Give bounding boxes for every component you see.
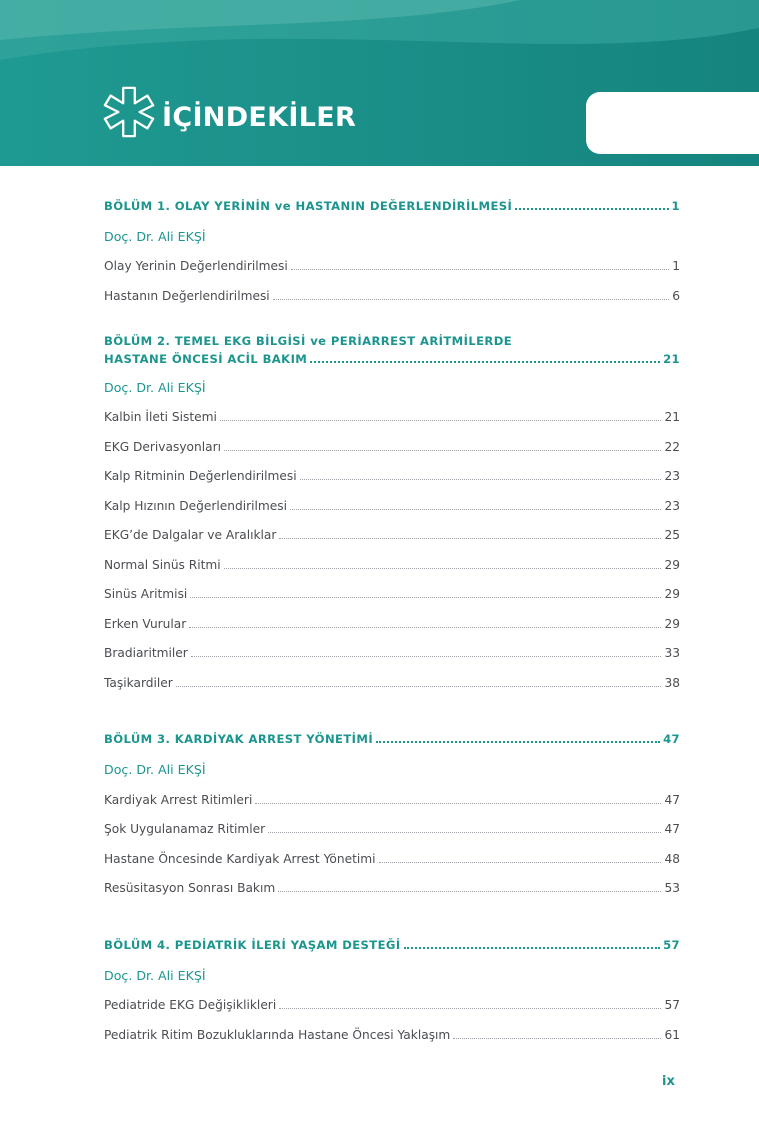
dot-leader	[515, 208, 668, 210]
chapter-heading[interactable]	[104, 186, 680, 216]
chapter-4	[104, 925, 680, 1045]
entry-page: 33	[664, 646, 680, 660]
toc-entry[interactable]	[104, 810, 680, 840]
entry-page: 57	[664, 998, 680, 1012]
dot-leader	[376, 741, 660, 743]
chapter-page: 21	[663, 351, 680, 366]
dot-leader	[290, 509, 661, 510]
chapter-1	[104, 186, 680, 306]
entry-label: EKG’de Dalgalar ve Aralıklar	[104, 528, 277, 542]
chapter-title: BÖLÜM 1. OLAY YERİNİN ve HASTANIN DEĞERLENDİRİLMESİ	[104, 198, 513, 213]
entry-label: Olay Yerinin Değerlendirilmesi	[104, 259, 288, 273]
entry-label: Pediatrik Ritim Bozukluklarında Hastane Öncesi Yaklaşım	[104, 1027, 451, 1042]
table-of-contents	[104, 186, 680, 1072]
chapter-title: BÖLÜM 4. PEDİATRİK İLERİ YAŞAM DESTEĞİ	[104, 937, 401, 952]
entry-page: 25	[664, 528, 680, 542]
dot-leader	[273, 299, 670, 300]
entry-page: 6	[672, 288, 680, 303]
entry-label: Bradiaritmiler	[104, 646, 188, 660]
toc-entry[interactable]	[104, 634, 680, 664]
toc-entry[interactable]	[104, 869, 680, 899]
page-number: ix	[662, 1074, 675, 1089]
dot-leader	[255, 803, 661, 804]
dot-leader	[453, 1038, 661, 1039]
toc-entry[interactable]	[104, 575, 680, 605]
dot-leader	[190, 597, 661, 598]
dot-leader	[279, 1008, 661, 1009]
entry-page: 38	[664, 675, 680, 690]
toc-entry[interactable]	[104, 1015, 680, 1045]
chapter-title-line1: BÖLÜM 2. TEMEL EKG BİLGİSİ ve PERİARREST ARİTMİLERDE	[104, 333, 513, 348]
entry-page: 1	[672, 259, 680, 273]
entry-label: Hastane Öncesinde Kardiyak Arrest Yönetimi	[104, 851, 376, 866]
toc-entry[interactable]	[104, 604, 680, 634]
dot-leader	[379, 862, 662, 863]
dot-leader	[189, 627, 661, 628]
chapter-page: 57	[663, 937, 680, 952]
entry-page: 47	[664, 792, 680, 807]
toc-entry[interactable]	[104, 986, 680, 1016]
entry-page: 29	[664, 557, 680, 572]
dot-leader	[310, 361, 660, 363]
entry-label: EKG Derivasyonları	[104, 439, 221, 454]
entry-page: 47	[664, 822, 680, 836]
chapter-author: Doç. Dr. Ali EKŞİ	[104, 228, 206, 244]
toc-entry[interactable]	[104, 427, 680, 457]
chapter-page: 47	[663, 732, 680, 746]
dot-leader	[224, 450, 662, 451]
entry-page: 23	[664, 498, 680, 513]
toc-entry[interactable]	[104, 486, 680, 516]
header-banner	[0, 0, 759, 166]
dot-leader	[291, 269, 670, 270]
entry-label: Resüsitasyon Sonrası Bakım	[104, 881, 276, 895]
entry-page: 21	[664, 410, 680, 424]
chapter-2	[104, 333, 680, 693]
toc-entry[interactable]	[104, 457, 680, 487]
page-title: İÇİNDEKİLER	[162, 101, 357, 133]
entry-page: 29	[664, 616, 680, 631]
chapter-3	[104, 720, 680, 899]
dot-leader	[220, 420, 662, 421]
toc-entry[interactable]	[104, 545, 680, 575]
chapter-heading[interactable]	[104, 925, 680, 955]
dot-leader	[278, 891, 661, 892]
asterisk-outline-icon	[100, 84, 158, 140]
entry-label: Kardiyak Arrest Ritimleri	[104, 792, 253, 807]
dot-leader	[404, 947, 661, 949]
entry-label: Kalp Hızının Değerlendirilmesi	[104, 498, 288, 513]
dot-leader	[300, 479, 662, 480]
entry-page: 48	[664, 851, 680, 866]
header-tab	[586, 92, 759, 154]
chapter-author: Doç. Dr. Ali EKŞİ	[104, 762, 206, 777]
entry-page: 61	[664, 1027, 680, 1042]
toc-entry[interactable]	[104, 398, 680, 428]
entry-label: Erken Vurular	[104, 616, 187, 631]
entry-page: 22	[664, 439, 680, 454]
entry-label: Taşikardiler	[104, 675, 173, 690]
entry-label: Kalbin İleti Sistemi	[104, 410, 217, 424]
entry-page: 23	[664, 469, 680, 483]
entry-page: 29	[664, 587, 680, 601]
toc-entry[interactable]	[104, 780, 680, 810]
toc-entry[interactable]	[104, 663, 680, 693]
dot-leader	[191, 656, 662, 657]
entry-page: 53	[664, 881, 680, 895]
toc-entry[interactable]	[104, 839, 680, 869]
chapter-title-line2: HASTANE ÖNCESİ ACİL BAKIM	[104, 351, 308, 366]
chapter-page: 1	[671, 198, 680, 213]
entry-label: Şok Uygulanamaz Ritimler	[104, 822, 266, 836]
chapter-title: BÖLÜM 3. KARDİYAK ARREST YÖNETİMİ	[104, 732, 374, 746]
toc-entry[interactable]	[104, 247, 680, 277]
toc-entry[interactable]	[104, 516, 680, 546]
entry-label: Kalp Ritminin Değerlendirilmesi	[104, 469, 297, 483]
toc-entry[interactable]	[104, 276, 680, 306]
dot-leader	[268, 832, 661, 833]
entry-label: Normal Sinüs Ritmi	[104, 557, 221, 572]
chapter-heading[interactable]	[104, 720, 680, 750]
entry-label: Hastanın Değerlendirilmesi	[104, 288, 270, 303]
dot-leader	[279, 538, 661, 539]
chapter-author: Doç. Dr. Ali EKŞİ	[104, 379, 206, 395]
dot-leader	[224, 568, 662, 569]
title-group	[100, 84, 356, 140]
entry-label: Pediatride EKG Değişiklikleri	[104, 998, 277, 1012]
dot-leader	[176, 686, 662, 687]
chapter-author: Doç. Dr. Ali EKŞİ	[104, 967, 206, 983]
chapter-heading[interactable]	[104, 333, 680, 367]
entry-label: Sinüs Aritmisi	[104, 587, 188, 601]
